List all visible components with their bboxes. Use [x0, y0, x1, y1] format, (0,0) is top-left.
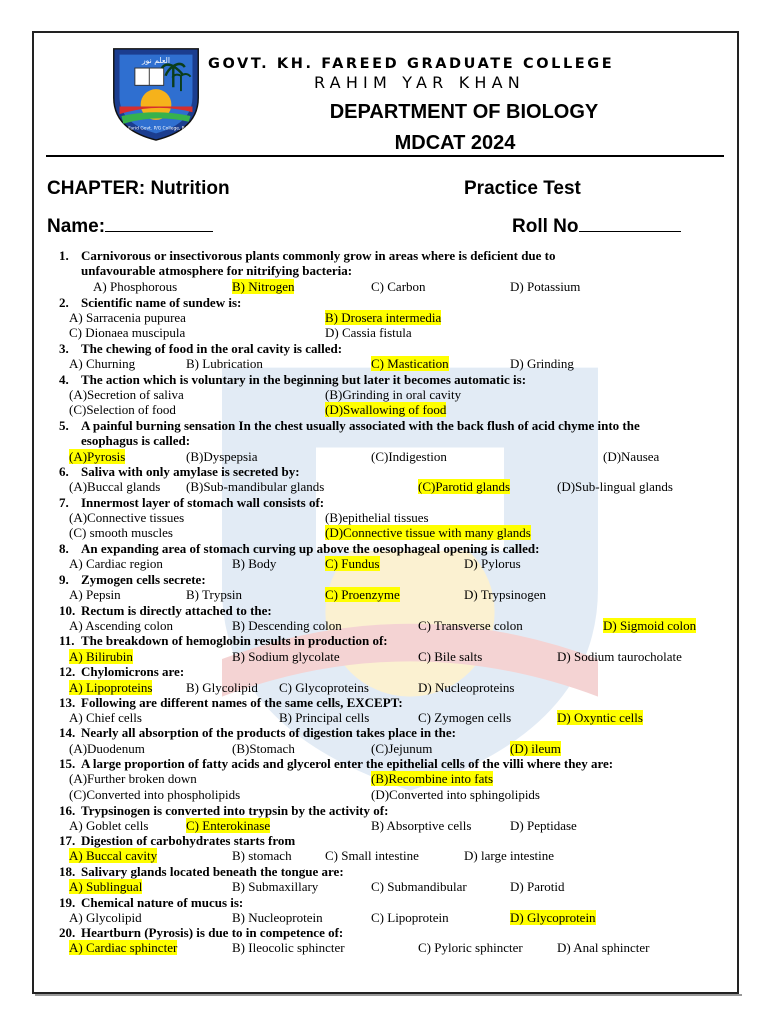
question-number: 10.: [59, 603, 76, 618]
option-c: C) Glycoproteins: [279, 680, 369, 695]
option-a: A) Chief cells: [69, 710, 142, 725]
question-text: Heartburn (Pyrosis) is due to in competence of:: [81, 925, 344, 940]
option-b: B) Descending colon: [232, 618, 342, 633]
option-d-answer: D) Sigmoid colon: [603, 618, 697, 633]
question-text: Salivary glands located beneath the tongue are:: [81, 864, 344, 879]
question-text: Chemical nature of mucus is:: [81, 895, 244, 910]
option-b-answer: (B)Recombine into fats: [371, 771, 494, 786]
option-d-answer: D) Oxyntic cells: [557, 710, 643, 725]
option-c: C) Small intestine: [325, 848, 419, 863]
option-c: C) Submandibular: [371, 879, 467, 894]
option-d: D) Nucleoproteins: [418, 680, 515, 695]
question-text: Saliva with only amylase is secreted by:: [81, 464, 300, 479]
option-a-answer: A) Bilirubin: [69, 649, 133, 664]
option-a-answer: A) Buccal cavity: [69, 848, 158, 863]
option-a-answer: (A)Pyrosis: [69, 449, 126, 464]
option-b: B) Sodium glycolate: [232, 649, 340, 664]
option-d: D) Grinding: [510, 356, 574, 371]
roll-field: [512, 216, 681, 238]
option-a: (A)Secretion of saliva: [69, 387, 184, 402]
option-b: B) Trypsin: [186, 587, 242, 602]
option-a: (A)Further broken down: [69, 771, 197, 786]
question-number: 6.: [59, 464, 69, 479]
option-b: B) stomach: [232, 848, 292, 863]
test-title: Practice Test: [464, 178, 581, 199]
department-title: DEPARTMENT OF BIOLOGY: [329, 101, 599, 123]
exam-title: MDCAT 2024: [394, 132, 516, 154]
option-a: (A)Connective tissues: [69, 510, 185, 525]
question-number: 18.: [59, 864, 76, 879]
question-text: An expanding area of stomach curving up above the oesophageal opening is called:: [81, 541, 540, 556]
option-d: D) large intestine: [464, 848, 555, 863]
header-rule: [46, 155, 724, 157]
option-c-answer: C) Mastication: [371, 356, 449, 371]
question-text: Rectum is directly attached to the:: [81, 603, 272, 618]
question-text: Nearly all absorption of the products of digestion takes place in the:: [81, 725, 456, 740]
option-d: D) Peptidase: [510, 818, 577, 833]
question-number: 9.: [59, 572, 69, 587]
option-a: A) Pepsin: [69, 587, 121, 602]
question-number: 19.: [59, 895, 76, 910]
option-c-answer: C) Fundus: [325, 556, 380, 571]
question-text: Scientific name of sundew is:: [81, 295, 242, 310]
name-field: [47, 216, 213, 238]
question-text: The breakdown of hemoglobin results in production of:: [81, 633, 388, 648]
question-text: Chylomicrons are:: [81, 664, 185, 679]
question-number: 17.: [59, 833, 76, 848]
option-b: B) Nucleoprotein: [232, 910, 323, 925]
question-text: Carnivorous or insectivorous plants commonly grow in areas where is deficient due to: [81, 248, 556, 263]
option-a: A) Sarracenia pupurea: [69, 310, 186, 325]
option-d: D) Trypsinogen: [464, 587, 546, 602]
question-number: 16.: [59, 803, 76, 818]
option-d: D) Sodium taurocholate: [557, 649, 682, 664]
option-d: (D)Converted into sphingolipids: [371, 787, 540, 802]
question-text: Trypsinogen is converted into trypsin by the activity of:: [81, 803, 389, 818]
roll-blank: [579, 231, 681, 232]
question-text: Digestion of carbohydrates starts from: [81, 833, 296, 848]
option-c: C) Zymogen cells: [418, 710, 512, 725]
option-d-answer: (D)Swallowing of food: [325, 402, 447, 417]
question-text: Innermost layer of stomach wall consists of:: [81, 495, 325, 510]
question-text: The action which is voluntary in the beginning but later it becomes automatic is:: [81, 372, 527, 387]
question-text: Zymogen cells secrete:: [81, 572, 206, 587]
question-text-cont: unfavourable atmosphere for nitrifying bacteria:: [81, 263, 353, 278]
question-number: 2.: [59, 295, 69, 310]
question-text: A painful burning sensation In the chest usually associated with the back flush of acid chyme into the: [81, 418, 640, 433]
option-d-answer: (D)Connective tissue with many glands: [325, 525, 531, 540]
college-logo: [108, 44, 204, 142]
option-a: (A)Buccal glands: [69, 479, 161, 494]
question-number: 1.: [59, 248, 69, 263]
option-a-answer: A) Lipoproteins: [69, 680, 153, 695]
option-b: (B)Stomach: [232, 741, 295, 756]
option-c: C) Dionaea muscipula: [69, 325, 186, 340]
option-d: D) Pylorus: [464, 556, 521, 571]
option-a-answer: A) Sublingual: [69, 879, 143, 894]
question-number: 5.: [59, 418, 69, 433]
option-b-answer: B) Drosera intermedia: [325, 310, 442, 325]
option-b: B) Absorptive cells: [371, 818, 472, 833]
roll-label: Roll No: [512, 216, 579, 237]
option-d: (D)Sub-lingual glands: [557, 479, 673, 494]
question-number: 20.: [59, 925, 76, 940]
option-c-answer: C) Proenzyme: [325, 587, 400, 602]
question-number: 11.: [59, 633, 75, 648]
option-c: C) Pyloric sphincter: [418, 940, 523, 955]
option-c: C) Bile salts: [418, 649, 483, 664]
question-text: Following are different names of the same cells, EXCEPT:: [81, 695, 403, 710]
option-d: D) Anal sphincter: [557, 940, 650, 955]
option-a: A) Glycolipid: [69, 910, 142, 925]
option-d: D) Potassium: [510, 279, 581, 294]
option-c: (C)Converted into phospholipids: [69, 787, 241, 802]
page-shadow: [35, 994, 742, 996]
option-b: (B)epithelial tissues: [325, 510, 429, 525]
option-b: (B)Sub-mandibular glands: [186, 479, 325, 494]
option-d: D) Cassia fistula: [325, 325, 412, 340]
college-city: RAHIM YAR KHAN: [314, 73, 525, 92]
option-c: C) Transverse colon: [418, 618, 523, 633]
question-number: 15.: [59, 756, 76, 771]
option-b: B) Ileocolic sphincter: [232, 940, 345, 955]
logo-arabic-text: العلم نور: [141, 56, 171, 66]
question-number: 4.: [59, 372, 69, 387]
option-b: (B)Grinding in oral cavity: [325, 387, 462, 402]
option-c-answer: C) Enterokinase: [186, 818, 271, 833]
option-d-answer: D) Glycoprotein: [510, 910, 596, 925]
option-d: D) Parotid: [510, 879, 565, 894]
option-d: (D)Nausea: [603, 449, 660, 464]
option-b-answer: B) Nitrogen: [232, 279, 295, 294]
question-number: 14.: [59, 725, 76, 740]
option-b: B) Principal cells: [279, 710, 370, 725]
option-a: A) Churning: [69, 356, 136, 371]
question-text: A large proportion of fatty acids and glycerol enter the epithelial cells of the villi where they are:: [81, 756, 614, 771]
chapter-title: CHAPTER: Nutrition: [47, 178, 230, 199]
option-c: (C) smooth muscles: [69, 525, 173, 540]
question-number: 8.: [59, 541, 69, 556]
name-blank: [105, 231, 213, 232]
option-a: A) Cardiac region: [69, 556, 163, 571]
question-number: 3.: [59, 341, 69, 356]
college-name: GOVT. KH. FAREED GRADUATE COLLEGE: [208, 56, 615, 72]
question-text: The chewing of food in the oral cavity is called:: [81, 341, 343, 356]
option-b: B) Submaxillary: [232, 879, 319, 894]
option-b: B) Body: [232, 556, 277, 571]
logo-motto-text: Kh. Farid Govt. P/G College, R.Y.K: [119, 126, 193, 132]
name-label: Name:: [47, 216, 106, 237]
option-b: B) Lubrication: [186, 356, 263, 371]
option-c-answer: (C)Parotid glands: [418, 479, 511, 494]
option-a: A) Ascending colon: [69, 618, 173, 633]
option-c: (C)Indigestion: [371, 449, 447, 464]
option-a: A) Goblet cells: [69, 818, 149, 833]
option-c: C) Carbon: [371, 279, 426, 294]
option-c: (C)Selection of food: [69, 402, 176, 417]
question-number: 12.: [59, 664, 76, 679]
option-b: B) Glycolipid: [186, 680, 258, 695]
option-a-answer: A) Cardiac sphincter: [69, 940, 178, 955]
option-b: (B)Dyspepsia: [186, 449, 258, 464]
option-a: A) Phosphorous: [93, 279, 178, 294]
question-number: 7.: [59, 495, 69, 510]
option-c: C) Lipoprotein: [371, 910, 449, 925]
question-number: 13.: [59, 695, 76, 710]
option-a: (A)Duodenum: [69, 741, 145, 756]
question-text-cont: esophagus is called:: [81, 433, 191, 448]
option-d-answer: (D) ileum: [510, 741, 561, 756]
option-c: (C)Jejunum: [371, 741, 433, 756]
